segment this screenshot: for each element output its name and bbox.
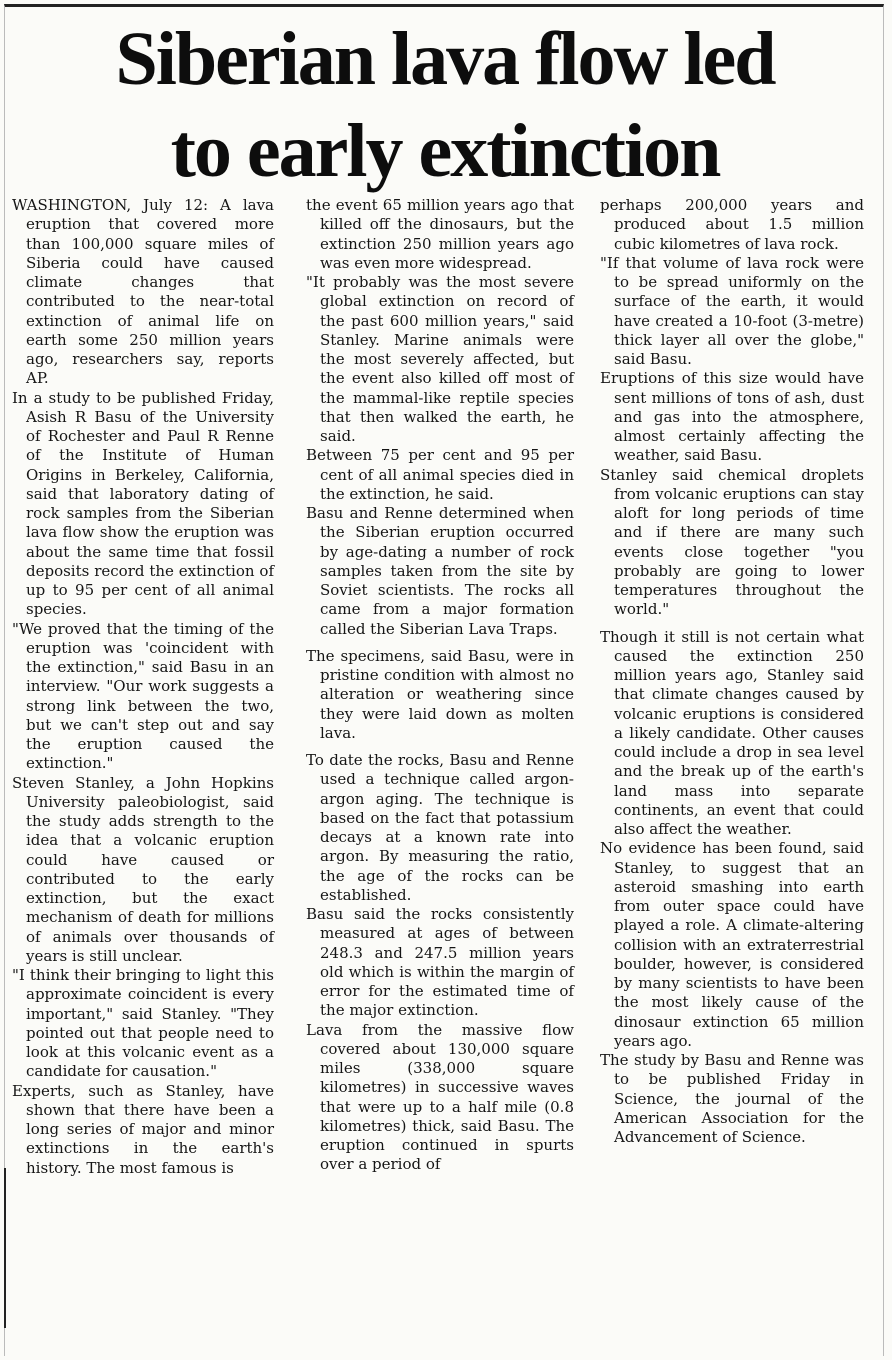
margin-bar bbox=[4, 1168, 6, 1328]
paragraph-rock-ages: Basu said the rocks consistently measured at ages of between 248.3 and 247.5 million years old which is within the margin of error for the estimated time of the major extinction. bbox=[306, 905, 574, 1020]
paragraph-severe-extinction: "It probably was the most severe global extinction on record of the past 600 million years," said Stanley. Marine animals were the most severely affected, but the event also killed off most of the mammal-like reptile species that then walked the earth, he said. bbox=[306, 273, 574, 445]
paragraph-lava-volume: perhaps 200,000 years and produced about 1.5 million cubic kilometres of lava rock. bbox=[600, 196, 864, 253]
paragraph-other-causes: Though it still is not certain what caused the extinction 250 million years ago, Stanley said that climate changes caused by volcanic eruptions is considered a likely candidate. Other causes could include a drop in sea level and the break up of the earth's land mass into separate continents, an event that could also affect the weather. bbox=[600, 627, 864, 838]
headline-line-2: to early extinction bbox=[170, 109, 720, 193]
paragraph-lava-flow: Lava from the massive flow covered about 130,000 square miles (338,000 square kilometres) in successive waves that were up to a half mile (0.8 kilometres) thick, said Basu. The eruption continued in spurts over a period of bbox=[306, 1020, 574, 1174]
paragraph-experts: Experts, such as Stanley, have shown that there have been a long series of major and minor extinctions in the earth's history. The most famous is bbox=[12, 1081, 274, 1177]
column-1 bbox=[12, 196, 274, 1178]
paragraph-uniform-layer: "If that volume of lava rock were to be spread uniformly on the surface of the earth, it would have created a 10-foot (3-metre) thick layer all over the globe," said Basu. bbox=[600, 253, 864, 368]
paragraph-ash-dust: Eruptions of this size would have sent millions of tons of ash, dust and gas into the atmosphere, almost certainly affecting the weather, said Basu. bbox=[600, 369, 864, 465]
paragraph-asteroid: No evidence has been found, said Stanley, to suggest that an asteroid smashing into earth from outer space could have played a role. A climate-altering collision with an extraterrestrial boulder, however, is considered by many scientists to have been the most likely cause of the dinosaur extinction 65 million years ago. bbox=[600, 839, 864, 1050]
paragraph-publication: The study by Basu and Renne was to be published Friday in Science, the journal of the American Association for the Advancement of Science. bbox=[600, 1051, 864, 1146]
paragraph-argon-aging: To date the rocks, Basu and Renne used a technique called argon-argon aging. The technique is based on the fact that potassium decays at a known rate into argon. By measuring the ratio, the age of the rocks can be established. bbox=[306, 751, 574, 904]
paragraph-dinosaurs: the event 65 million years ago that killed off the dinosaurs, but the extinction 250 million years ago was even more widespread. bbox=[306, 196, 574, 272]
paragraph-stanley: Steven Stanley, a John Hopkins University paleobiologist, said the study adds strength to the idea that a volcanic eruption could have caused or contributed to the early extinction, but the exact mechanism of death for millions of animals over thousands of years is still unclear. bbox=[12, 773, 274, 965]
column-2 bbox=[306, 196, 574, 1175]
paragraph-age-dating: Basu and Renne determined when the Siberian eruption occurred by age-dating a number of rock samples taken from the site by Soviet scientists. The rocks all came from a major formation called the Siberian Lava Traps. bbox=[306, 504, 574, 638]
paragraph-droplets: Stanley said chemical droplets from volcanic eruptions can stay aloft for long periods of time and if there are many such events close together "you probably are going to lower temperatures throughout the world." bbox=[600, 465, 864, 619]
paragraph-study: In a study to be published Friday, Asish R Basu of the University of Rochester and Paul R Renne of the Institute of Human Origins in Berkeley, California, said that laboratory dating of rock samples from the Siberian lava flow show the eruption was about the same time that fossil deposits record the extinction of up to 95 per cent of all animal species. bbox=[12, 388, 274, 619]
paragraph-basu-quote: "We proved that the timing of the eruption was 'coincident with the extinction," said Basu in an interview. "Our work suggests a strong link between the two, but we can't step out and say the eruption caused the extinction." bbox=[12, 619, 274, 773]
column-3 bbox=[600, 196, 864, 1147]
paragraph-specimens: The specimens, said Basu, were in pristine condition with almost no alteration or weathering since they were laid down as molten lava. bbox=[306, 646, 574, 742]
paragraph-stanley-quote: "I think their bringing to light this approximate coincident is every important," said Stanley. "They pointed out that people need to look at this volcanic event as a candidate for causation." bbox=[12, 966, 274, 1081]
headline-line-1: Siberian lava flow led bbox=[115, 17, 775, 101]
headline bbox=[5, 13, 885, 197]
paragraph-percent-died: Between 75 per cent and 95 per cent of all animal species died in the extinction, he said. bbox=[306, 446, 574, 503]
paragraph-dateline: WASHINGTON, July 12: A lava eruption that covered more than 100,000 square miles of Siberia could have caused climate changes that contributed to the near-total extinction of animal life on earth some 250 million years ago, researchers say, reports AP. bbox=[12, 196, 274, 388]
